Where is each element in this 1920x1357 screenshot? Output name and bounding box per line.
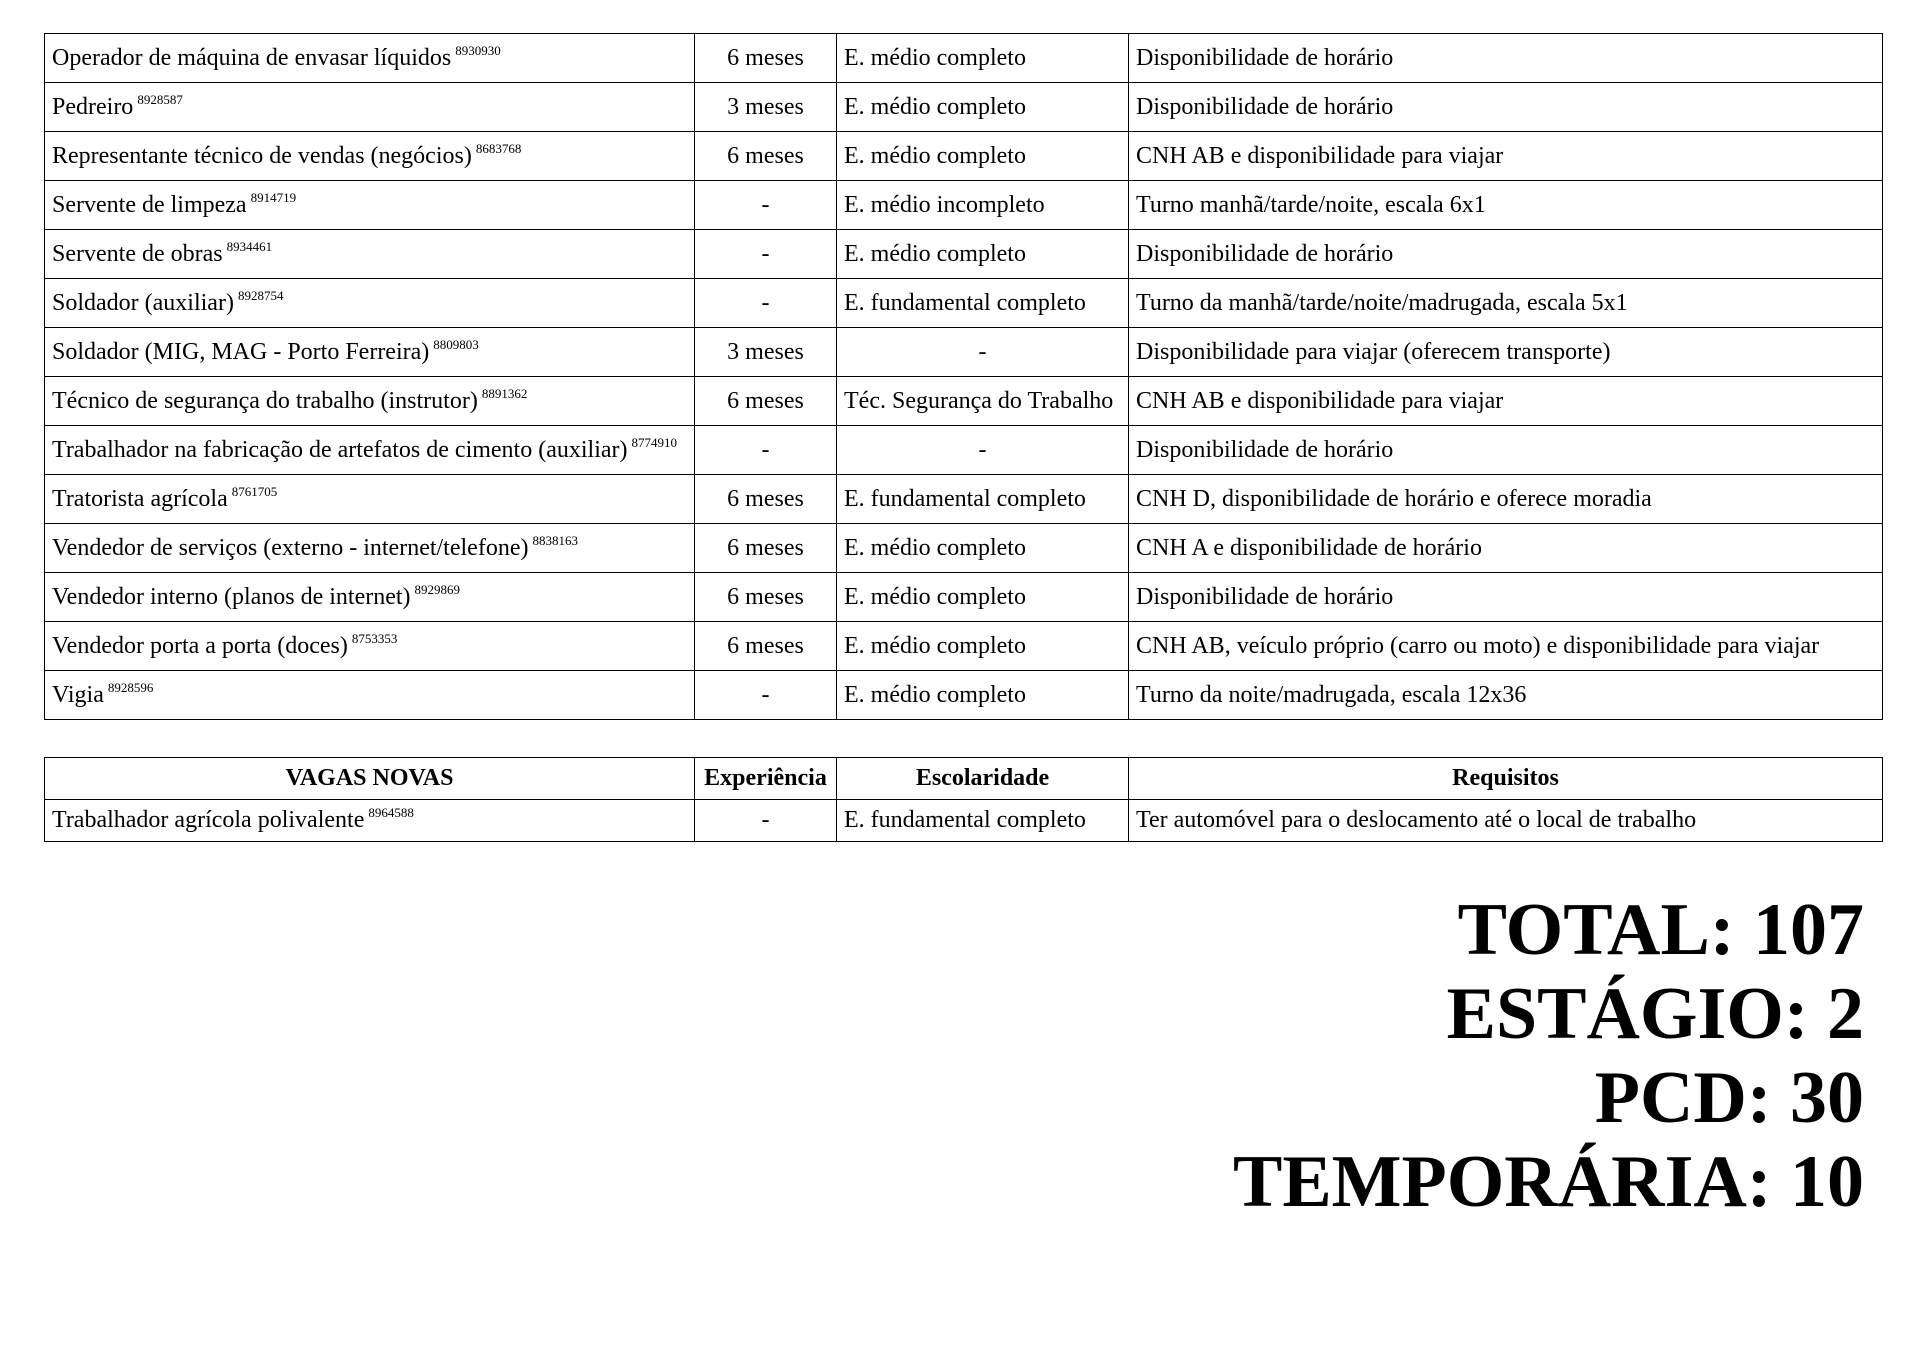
experience-text: 6 meses xyxy=(727,387,804,414)
education-cell xyxy=(837,230,1129,279)
job-title-text: Tratorista agrícola xyxy=(52,485,228,512)
requirements-text: Turno da manhã/tarde/noite/madrugada, escala 5x1 xyxy=(1136,289,1628,316)
experience-text: 6 meses xyxy=(727,142,804,169)
job-title-cell xyxy=(45,132,695,181)
experience-text: 3 meses xyxy=(727,93,804,120)
experience-cell xyxy=(695,671,837,720)
experience-cell xyxy=(695,573,837,622)
job-title-text: Representante técnico de vendas (negócios) xyxy=(52,142,472,169)
experience-cell xyxy=(695,230,837,279)
requirements-text: Disponibilidade de horário xyxy=(1136,44,1394,71)
header-vagas-novas: VAGAS NOVAS xyxy=(45,758,695,800)
education-cell xyxy=(837,426,1129,475)
job-title-cell xyxy=(45,83,695,132)
job-code: 8930930 xyxy=(455,42,501,58)
requirements-cell xyxy=(1129,34,1883,83)
experience-cell xyxy=(695,328,837,377)
requirements-cell xyxy=(1129,83,1883,132)
job-title-text: Soldador (auxiliar) xyxy=(52,289,234,316)
table-row xyxy=(45,34,1883,83)
requirements-cell xyxy=(1129,132,1883,181)
job-title-text: Soldador (MIG, MAG - Porto Ferreira) xyxy=(52,338,430,365)
job-listings-body xyxy=(45,34,1883,720)
job-title-text: Vendedor de serviços (externo - internet/telefone) xyxy=(52,534,529,561)
requirements-cell xyxy=(1129,230,1883,279)
table-row xyxy=(45,279,1883,328)
job-code: 8914719 xyxy=(250,189,297,205)
education-cell xyxy=(837,671,1129,720)
education-text: E. médio completo xyxy=(844,583,1026,610)
education-cell xyxy=(837,475,1129,524)
job-code: 8928587 xyxy=(137,91,183,107)
requirements-text: CNH AB e disponibilidade para viajar xyxy=(1136,387,1504,414)
experience-text: 6 meses xyxy=(727,632,804,659)
job-title-text: Pedreiro xyxy=(52,93,134,120)
table-row xyxy=(45,83,1883,132)
education-cell xyxy=(837,377,1129,426)
experience-text: - xyxy=(761,436,770,463)
job-title-cell xyxy=(45,34,695,83)
education-cell xyxy=(837,622,1129,671)
education-text: E. médio completo xyxy=(844,44,1026,71)
experience-cell xyxy=(695,132,837,181)
table-row xyxy=(45,181,1883,230)
experience-text: - xyxy=(761,289,770,316)
education-text: E. médio completo xyxy=(844,240,1026,267)
temporaria-count: TEMPORÁRIA: 10 xyxy=(1232,1141,1864,1223)
job-title-text: Vigia xyxy=(52,681,104,708)
experience-cell xyxy=(695,622,837,671)
job-title-text: Técnico de segurança do trabalho (instrutor) xyxy=(52,387,478,414)
job-title-cell xyxy=(45,426,695,475)
job-code: 8761705 xyxy=(231,483,278,499)
estagio-count: ESTÁGIO: 2 xyxy=(1446,973,1864,1055)
requirements-text: Ter automóvel para o deslocamento até o local de trabalho xyxy=(1136,807,1697,833)
header-escolaridade: Escolaridade xyxy=(837,758,1129,800)
table-row xyxy=(45,328,1883,377)
job-code: 8838163 xyxy=(532,532,578,548)
experience-text: 6 meses xyxy=(727,44,804,71)
requirements-text: CNH AB, veículo próprio (carro ou moto) e disponibilidade para viajar xyxy=(1136,632,1820,659)
experience-text: 3 meses xyxy=(727,338,804,365)
requirements-cell xyxy=(1129,524,1883,573)
job-title-text: Trabalhador na fabricação de artefatos de cimento (auxiliar) xyxy=(52,436,628,463)
requirements-cell xyxy=(1129,377,1883,426)
education-text: E. médio completo xyxy=(844,142,1026,169)
table-row xyxy=(45,671,1883,720)
requirements-cell xyxy=(1129,800,1883,842)
experience-cell xyxy=(695,181,837,230)
table-row xyxy=(45,377,1883,426)
education-text: E. fundamental completo xyxy=(844,807,1086,833)
job-title-text: Servente de limpeza xyxy=(52,191,247,218)
experience-text: - xyxy=(761,240,770,267)
experience-cell xyxy=(695,524,837,573)
job-title-text: Trabalhador agrícola polivalente xyxy=(52,807,365,833)
totals-block xyxy=(1233,888,1864,1224)
experience-text: 6 meses xyxy=(727,485,804,512)
requirements-text: Disponibilidade de horário xyxy=(1136,436,1394,463)
table-row xyxy=(45,426,1883,475)
table-row xyxy=(45,475,1883,524)
job-title-cell xyxy=(45,524,695,573)
job-title-cell xyxy=(45,671,695,720)
job-code: 8929869 xyxy=(414,581,461,597)
table-row xyxy=(45,132,1883,181)
requirements-cell xyxy=(1129,426,1883,475)
education-cell xyxy=(837,800,1129,842)
requirements-text: Turno da noite/madrugada, escala 12x36 xyxy=(1136,681,1527,708)
requirements-text: CNH A e disponibilidade de horário xyxy=(1136,534,1482,561)
job-title-cell xyxy=(45,573,695,622)
education-text: Téc. Segurança do Trabalho xyxy=(844,387,1114,414)
education-cell xyxy=(837,279,1129,328)
experience-cell xyxy=(695,426,837,475)
education-text: E. médio completo xyxy=(844,681,1026,708)
education-text: E. médio completo xyxy=(844,93,1026,120)
job-title-cell xyxy=(45,230,695,279)
job-code: 8928596 xyxy=(107,679,154,695)
experience-cell xyxy=(695,34,837,83)
total-count: TOTAL: 107 xyxy=(1457,889,1864,971)
job-code: 8928754 xyxy=(237,287,284,303)
job-title-cell xyxy=(45,328,695,377)
new-jobs-table xyxy=(44,757,1883,842)
education-cell xyxy=(837,181,1129,230)
table-row xyxy=(45,573,1883,622)
experience-text: - xyxy=(761,191,770,218)
education-text: E. fundamental completo xyxy=(844,485,1086,512)
new-jobs-body xyxy=(45,800,1883,842)
requirements-cell xyxy=(1129,573,1883,622)
table-row xyxy=(45,524,1883,573)
job-title-text: Vendedor interno (planos de internet) xyxy=(52,583,411,610)
job-title-text: Vendedor porta a porta (doces) xyxy=(52,632,348,659)
job-code: 8683768 xyxy=(475,140,522,156)
job-title-cell xyxy=(45,800,695,842)
experience-cell xyxy=(695,377,837,426)
header-experiencia: Experiência xyxy=(695,758,837,800)
experience-cell xyxy=(695,475,837,524)
education-text: E. fundamental completo xyxy=(844,289,1086,316)
education-text: E. médio completo xyxy=(844,632,1026,659)
experience-text: - xyxy=(761,807,770,833)
requirements-text: Disponibilidade para viajar (oferecem transporte) xyxy=(1136,338,1611,365)
education-cell xyxy=(837,132,1129,181)
job-title-text: Operador de máquina de envasar líquidos xyxy=(52,44,452,71)
experience-text: 6 meses xyxy=(727,534,804,561)
job-title-cell xyxy=(45,622,695,671)
job-code: 8964588 xyxy=(368,805,414,820)
requirements-text: Disponibilidade de horário xyxy=(1136,93,1394,120)
experience-text: - xyxy=(761,681,770,708)
job-code: 8891362 xyxy=(481,385,528,401)
education-text: - xyxy=(978,338,987,365)
job-code: 8774910 xyxy=(631,434,678,450)
requirements-text: Disponibilidade de horário xyxy=(1136,240,1394,267)
education-text: E. médio completo xyxy=(844,534,1026,561)
requirements-cell xyxy=(1129,181,1883,230)
requirements-cell xyxy=(1129,279,1883,328)
job-title-text: Servente de obras xyxy=(52,240,223,267)
header-requisitos: Requisitos xyxy=(1129,758,1883,800)
new-jobs-header-row xyxy=(45,758,1883,800)
education-cell xyxy=(837,328,1129,377)
experience-text: 6 meses xyxy=(727,583,804,610)
job-title-cell xyxy=(45,475,695,524)
requirements-cell xyxy=(1129,475,1883,524)
job-code: 8809803 xyxy=(433,336,479,352)
job-listings-table xyxy=(44,33,1883,720)
requirements-text: Disponibilidade de horário xyxy=(1136,583,1394,610)
education-cell xyxy=(837,34,1129,83)
education-text: - xyxy=(978,436,987,463)
job-title-cell xyxy=(45,377,695,426)
table-row xyxy=(45,622,1883,671)
table-row xyxy=(45,230,1883,279)
pcd-count: PCD: 30 xyxy=(1594,1057,1864,1139)
job-code: 8753353 xyxy=(351,630,398,646)
education-cell xyxy=(837,83,1129,132)
job-title-cell xyxy=(45,181,695,230)
requirements-cell xyxy=(1129,328,1883,377)
education-cell xyxy=(837,573,1129,622)
job-title-cell xyxy=(45,279,695,328)
table-row xyxy=(45,800,1883,842)
experience-cell xyxy=(695,800,837,842)
requirements-text: CNH AB e disponibilidade para viajar xyxy=(1136,142,1504,169)
requirements-text: Turno manhã/tarde/noite, escala 6x1 xyxy=(1136,191,1486,218)
experience-cell xyxy=(695,279,837,328)
requirements-cell xyxy=(1129,671,1883,720)
experience-cell xyxy=(695,83,837,132)
job-code: 8934461 xyxy=(226,238,273,254)
education-text: E. médio incompleto xyxy=(844,191,1045,218)
requirements-cell xyxy=(1129,622,1883,671)
education-cell xyxy=(837,524,1129,573)
requirements-text: CNH D, disponibilidade de horário e oferece moradia xyxy=(1136,485,1652,512)
